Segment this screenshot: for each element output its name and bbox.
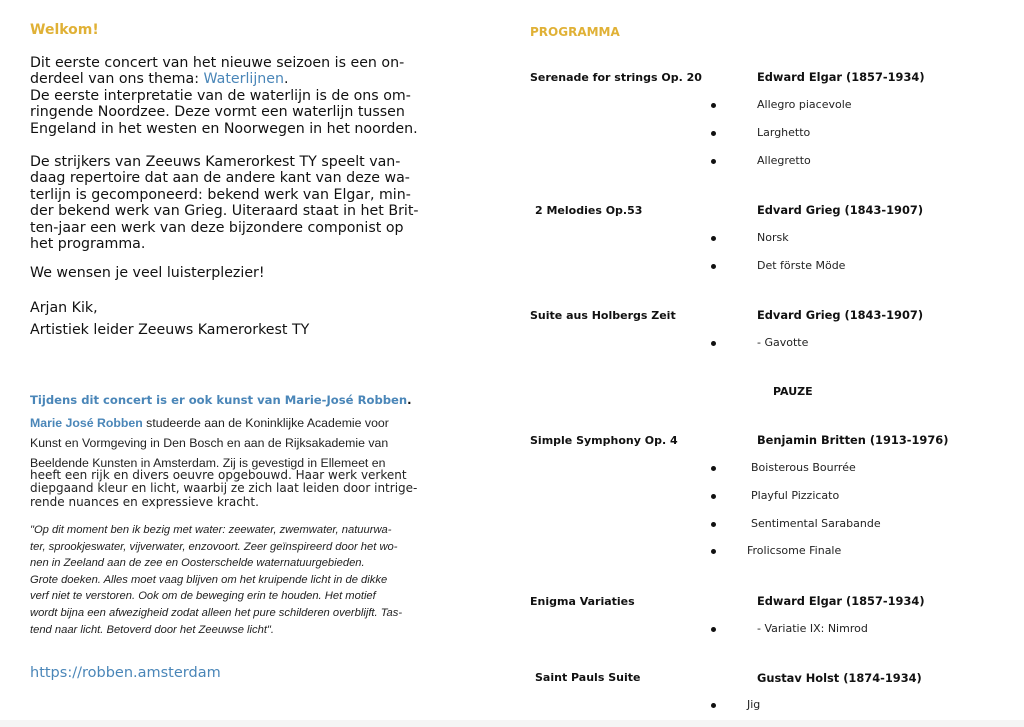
quote-line: tend naar licht. Betoverd door het Zeeuwse licht". — [30, 623, 275, 636]
artist-bio — [30, 413, 389, 473]
repertoire-line: daag repertoire dat aan de andere kant van deze wa- — [30, 170, 410, 187]
repertoire-line: De strijkers van Zeeuws Kamerorkest TY speelt van- — [30, 154, 401, 170]
intro-line: ringende Noordzee. Deze vormt een waterlijn tussen — [30, 104, 405, 121]
pause-label: PAUZE — [773, 385, 813, 398]
bullet-icon — [711, 159, 716, 164]
bio-line: diepgaand kleur en licht, waarbij ze zich laat leiden door intrige- — [30, 481, 418, 496]
intro-line: Engeland in het westen en Noorwegen in het noorden. — [30, 120, 418, 137]
piece-composer: Edward Elgar (1857-1934) — [757, 70, 925, 84]
piece-title: 2 Melodies Op.53 — [535, 204, 643, 217]
quote-line: nen in Zeeland aan de zee en Oosterschelde waternatuurgebieden. — [30, 557, 365, 570]
bullet-icon — [711, 627, 716, 632]
bio-line: Marie José Robben studeerde aan de Koninklijke Academie voor — [30, 416, 389, 430]
bullet-icon — [711, 522, 716, 527]
piece-title: Simple Symphony Op. 4 — [530, 434, 678, 447]
movement: Frolicsome Finale — [747, 544, 842, 557]
repertoire-line: het programma. — [30, 236, 146, 253]
program-title: PROGRAMMA — [530, 25, 620, 39]
intro-line: De eerste interpretatie van de waterlijn is de ons om- — [30, 87, 411, 104]
bullet-icon — [711, 703, 716, 708]
art-heading: Tijdens dit concert is er ook kunst van Marie-José Robben. — [30, 393, 412, 407]
bio-line: rende nuances en expressieve kracht. — [30, 494, 259, 509]
movement: - Gavotte — [757, 336, 809, 349]
quote-line: wordt bijna een afwezigheid zodat alleen het pure schilderen overblijft. Tas- — [30, 606, 403, 619]
signature-name: Arjan Kik, — [30, 300, 98, 316]
artist-website-link[interactable]: https://robben.amsterdam — [30, 665, 221, 681]
bullet-icon — [711, 131, 716, 136]
quote-line: "Op dit moment ben ik bezig met water: zeewater, zwemwater, natuurwa- — [30, 524, 392, 536]
bullet-icon — [711, 264, 716, 269]
piece-composer: Edward Elgar (1857-1934) — [757, 594, 925, 608]
movement: Larghetto — [757, 126, 811, 139]
intro-paragraph — [30, 55, 418, 137]
wish-text: We wensen je veel luisterplezier! — [30, 265, 265, 281]
signature-role: Artistiek leider Zeeuws Kamerorkest TY — [30, 322, 310, 338]
intro-line: derdeel van ons thema: Waterlijnen. — [30, 71, 289, 88]
piece-composer: Edvard Grieg (1843-1907) — [757, 203, 924, 217]
bio-line: Beeldende Kunsten in Amsterdam. Zij is gevestigd in Ellemeet en — [30, 456, 386, 470]
welcome-title: Welkom! — [30, 22, 99, 38]
movement: Allegro piacevole — [757, 98, 852, 111]
bio-line: Kunst en Vormgeving in Den Bosch en aan de Rijksakademie van — [30, 436, 389, 450]
quote-line: verf niet te verstoren. Ook om de beweging erin te houden. Het motief — [30, 590, 376, 603]
piece-composer: Edvard Grieg (1843-1907) — [757, 308, 924, 322]
quote-line: ter, sprookjeswater, vijverwater, enzovoort. Zeer geïnspireerd door het wo- — [30, 540, 398, 553]
movement: Det förste Möde — [757, 259, 846, 272]
movement: Playful Pizzicato — [751, 489, 840, 502]
piece-title: Serenade for strings Op. 20 — [530, 71, 702, 84]
bio-line: heeft een rijk en divers oeuvre opgebouwd. Haar werk verkent — [30, 468, 407, 482]
page-bottom-edge — [0, 720, 1024, 727]
bullet-icon — [711, 341, 716, 346]
movement: Allegretto — [757, 154, 811, 167]
movement: Jig — [747, 698, 761, 711]
bullet-icon — [711, 466, 716, 471]
piece-composer: Benjamin Britten (1913-1976) — [757, 433, 949, 447]
artist-bio-continued — [30, 469, 417, 509]
movement: - Variatie IX: Nimrod — [757, 622, 868, 635]
movement: Sentimental Sarabande — [751, 517, 881, 530]
piece-title: Saint Pauls Suite — [535, 671, 641, 684]
theme-link[interactable]: Waterlijnen — [203, 71, 284, 88]
piece-title: Enigma Variaties — [530, 595, 635, 608]
artist-name: Marie José Robben — [30, 416, 143, 430]
bullet-icon — [711, 494, 716, 499]
bullet-icon — [711, 236, 716, 241]
movement: Boisterous Bourrée — [751, 461, 856, 474]
piece-title: Suite aus Holbergs Zeit — [530, 309, 676, 322]
artist-quote — [30, 522, 402, 638]
repertoire-paragraph — [30, 154, 419, 252]
intro-line: Dit eerste concert van het nieuwe seizoen is een on- — [30, 55, 405, 71]
piece-composer: Gustav Holst (1874-1934) — [757, 671, 922, 685]
bullet-icon — [711, 103, 716, 108]
repertoire-line: der bekend werk van Grieg. Uiteraard staat in het Brit- — [30, 203, 419, 220]
bullet-icon — [711, 549, 716, 554]
quote-line: Grote doeken. Alles moet vaag blijven om het kruipende licht in de dikke — [30, 573, 388, 586]
repertoire-line: ten-jaar een werk van deze bijzondere componist op — [30, 219, 404, 236]
repertoire-line: terlijn is gecomponeerd: bekend werk van Elgar, min- — [30, 186, 411, 203]
movement: Norsk — [757, 231, 789, 244]
